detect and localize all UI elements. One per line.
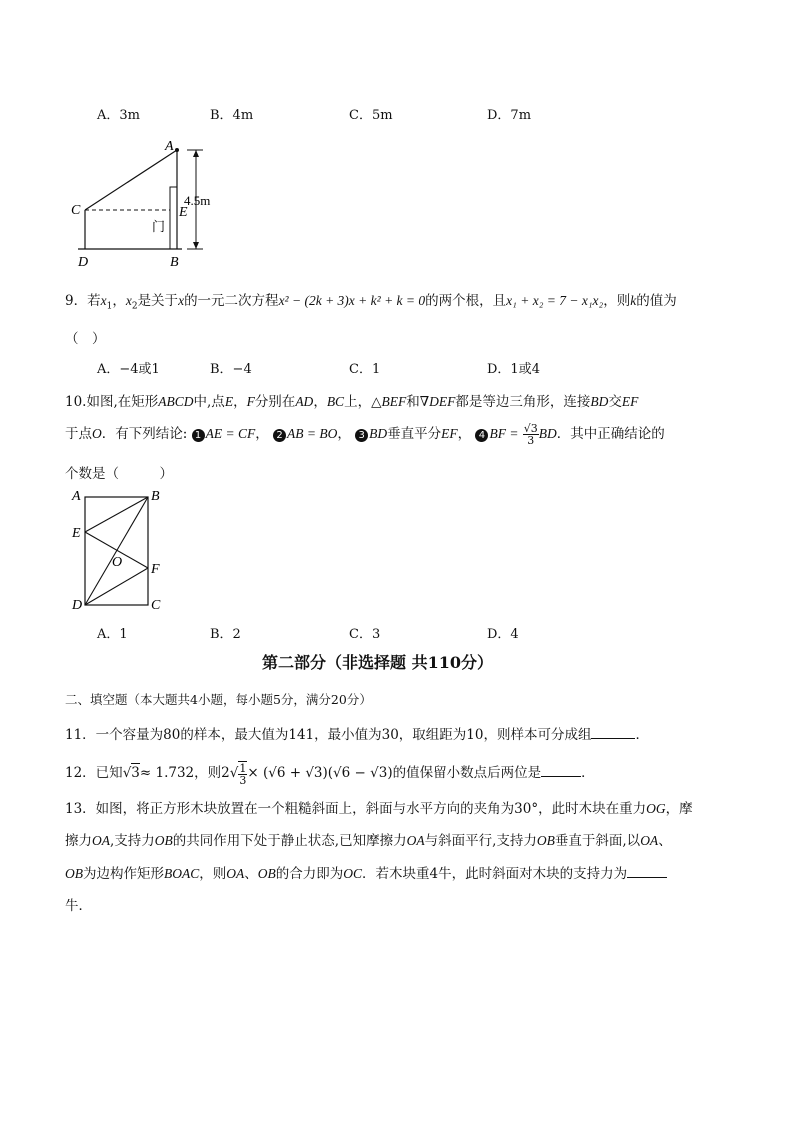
q10-label-f: F xyxy=(151,562,160,577)
q8-label-c: C xyxy=(71,203,81,218)
q13-line4: 牛． xyxy=(65,898,92,914)
q10-label-c: C xyxy=(151,598,161,613)
q10-line3: 个数是（ ） xyxy=(65,466,173,482)
q13-line2: 擦力OA,支持力OB的共同作用下处于静止状态,已知摩擦力OA与斜面平行,支持力OB垂直于斜面,以OA、 xyxy=(65,833,672,849)
q10-line2: 于点O．有下列结论: 1 AE = CF， 2 AB = BO， 3 BD垂直平分EF， 4 BF = $\frac{√3}{3}$ BD．其中正确结论的 xyxy=(65,422,665,447)
q10-label-d: D xyxy=(72,598,83,613)
q10-label-b: B xyxy=(151,489,160,504)
q9-stem: 9．若$x_1$，$x_2$是关于x的一元二次方程x² − (2k + 3)x + k² + k = 0的两个根，且x₁ + x₂ = 7 − x₁x₂，则k的值为 xyxy=(65,293,677,312)
q13-line3: OB为边构作矩形BOAC，则OA、OB的合力即为OC．若木块重4牛，此时斜面对木块的支持力为 xyxy=(65,862,667,882)
q12-text: 12．已知√3≈ 1.732，则2√ $\frac{1}{3}$ × (√6 + √3)(√6 − √3)的值保留小数点后两位是 ． xyxy=(65,762,595,787)
part2-title: 第二部分（非选择题 共110分） xyxy=(262,653,493,672)
q10-option-b: B．2 xyxy=(210,627,241,642)
q10-label-e: E xyxy=(72,526,81,541)
q9-option-c: C．1 xyxy=(349,362,381,377)
q8-option-a: A．3m xyxy=(97,108,140,123)
q9-paren: （ ） xyxy=(65,331,106,347)
q8-label-e: E xyxy=(179,205,188,220)
q9-option-d: D．1或4 xyxy=(487,362,540,377)
q13-line1: 13．如图，将正方形木块放置在一个粗糙斜面上，斜面与水平方向的夹角为30°，此时木块在重力OG，摩 xyxy=(65,801,693,817)
section2-title: 二、填空题（本大题共4小题，每小题5分，满分20分） xyxy=(65,692,372,707)
q8-label-b: B xyxy=(170,255,179,270)
q10-option-c: C．3 xyxy=(349,627,381,642)
q9-option-b: B．−4 xyxy=(210,362,252,377)
q10-line1: 10.如图,在矩形ABCD中,点E，F分别在AD，BC上，△BEF和∇DEF都是等边三角形，连接BD交EF xyxy=(65,394,639,410)
q8-label-height: 4.5m xyxy=(184,193,211,208)
q10-label-a: A xyxy=(72,489,81,504)
q8-label-d: D xyxy=(78,255,89,270)
q8-option-d: D．7m xyxy=(487,108,532,123)
q11-text: 11．一个容量为80的样本，最大值为141，最小值为30，取组距为10，则样本可分成组 ． xyxy=(65,727,649,743)
q10-option-a: A．1 xyxy=(97,627,128,642)
q8-option-c: C．5m xyxy=(349,108,393,123)
q10-label-o: O xyxy=(112,555,123,570)
q10-option-d: D．4 xyxy=(487,627,519,642)
q8-label-a: A xyxy=(165,139,174,154)
q9-option-a: A．−4或1 xyxy=(97,362,160,377)
q8-option-b: B．4m xyxy=(210,108,254,123)
q8-label-door: 门 xyxy=(152,219,166,234)
